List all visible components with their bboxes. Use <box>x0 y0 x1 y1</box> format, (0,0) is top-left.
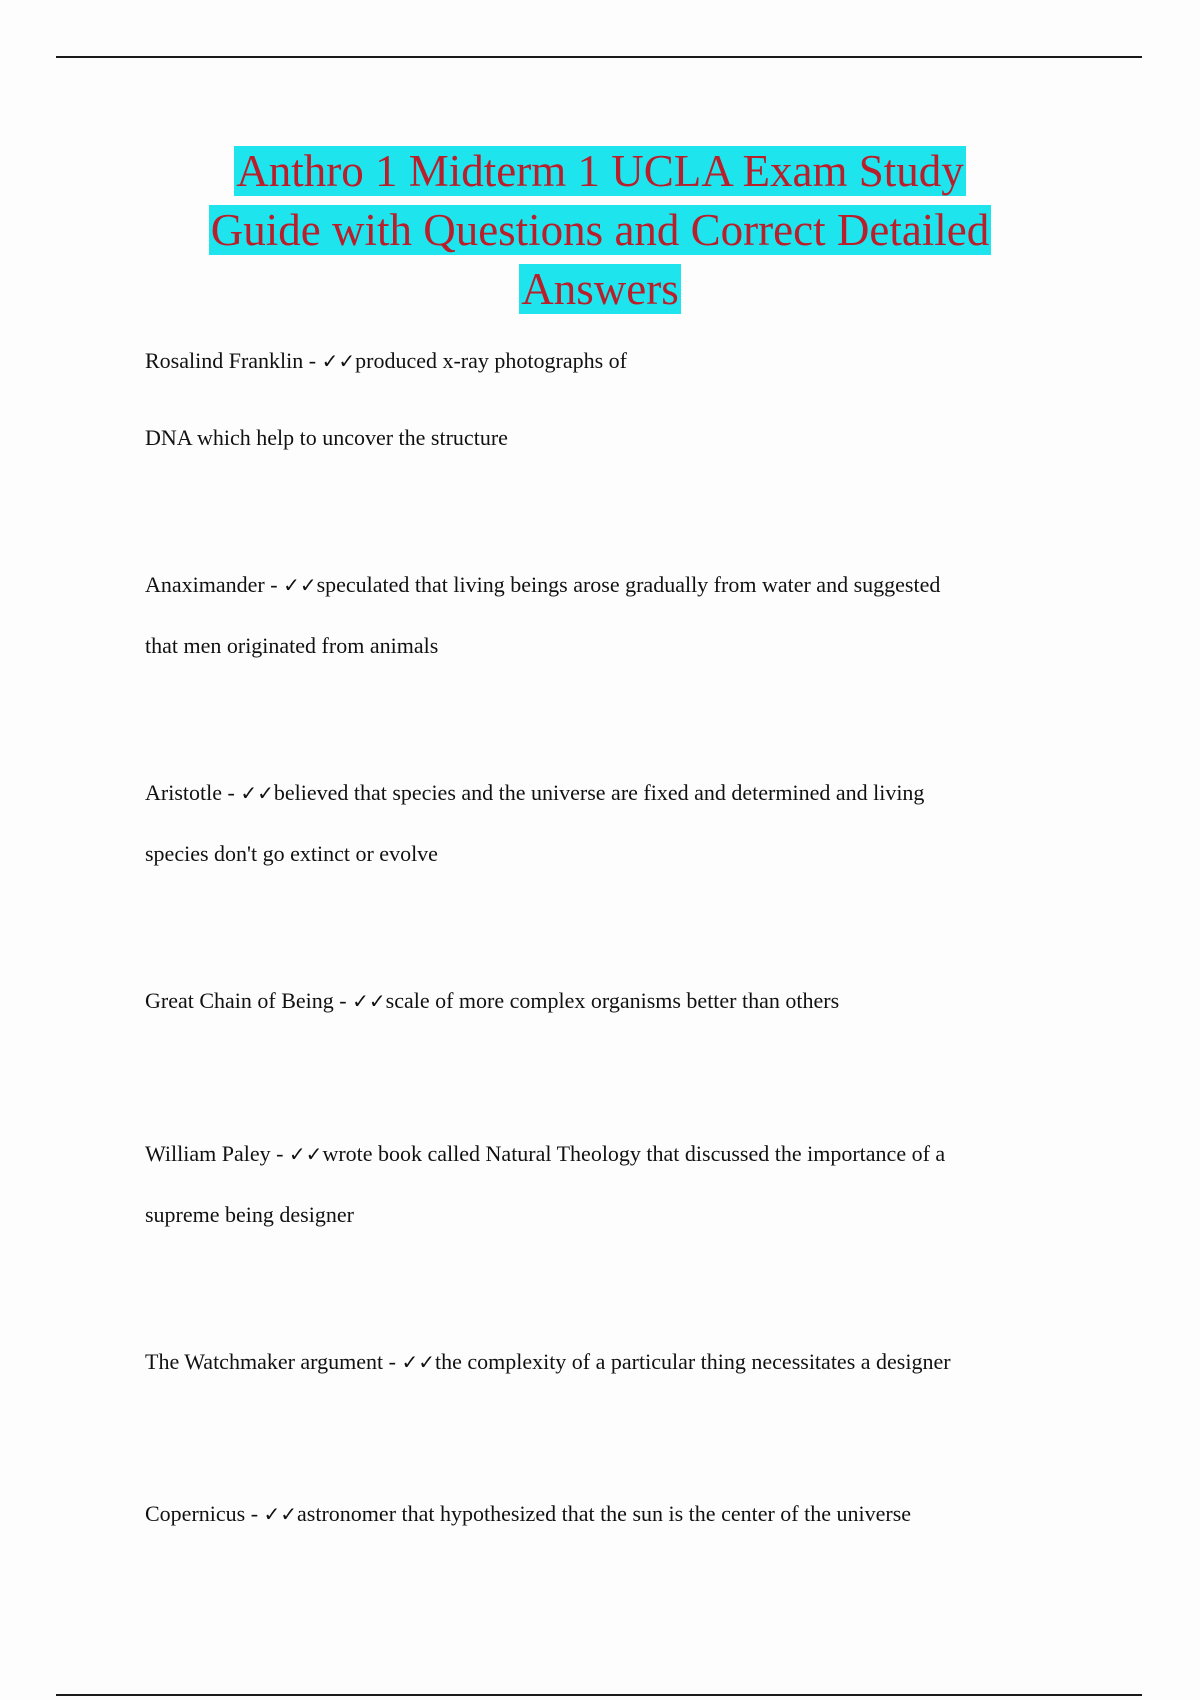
entry-separator: - <box>333 988 353 1013</box>
entry-separator: - <box>270 1141 289 1166</box>
double-check-icon: ✓✓ <box>240 781 274 805</box>
title-line-3: Answers <box>521 264 679 314</box>
entry-separator: - <box>245 1501 264 1526</box>
entry-separator: - <box>383 1349 402 1374</box>
entry-watchmaker-argument <box>145 1349 1045 1375</box>
entry-definition: the complexity of a particular thing necessitates a designer <box>434 1349 951 1374</box>
title-line-2: Guide with Questions and Correct Detailed <box>210 205 990 255</box>
entry-definition: scale of more complex organisms better than others <box>385 988 840 1013</box>
double-check-icon: ✓✓ <box>288 1142 323 1166</box>
double-check-icon: ✓✓ <box>352 989 386 1013</box>
entry-definition-continued: species don't go extinct or evolve <box>145 841 438 866</box>
entry-separator: - <box>264 572 284 597</box>
entry-anaximander <box>145 572 1045 598</box>
entry-term: Rosalind Franklin <box>145 348 304 373</box>
page-title <box>130 142 1070 319</box>
entry-separator: - <box>303 348 322 373</box>
double-check-icon: ✓✓ <box>401 1350 435 1374</box>
entry-copernicus <box>145 1501 1045 1527</box>
entry-aristotle <box>145 780 1045 806</box>
entry-term: The Watchmaker argument <box>145 1349 384 1374</box>
entry-term: Aristotle <box>145 780 222 805</box>
entry-definition-continued: DNA which help to uncover the structure <box>145 425 508 450</box>
entry-rosalind-franklin <box>145 348 1045 374</box>
entry-definition: speculated that living beings arose gradually from water and suggested <box>316 572 941 597</box>
entry-term: Copernicus <box>145 1501 246 1526</box>
entry-term: Anaximander <box>145 572 265 597</box>
entry-definition: produced x-ray photographs of <box>355 348 627 373</box>
entry-term: William Paley <box>145 1141 271 1166</box>
entry-william-paley <box>145 1141 1045 1167</box>
double-check-icon: ✓✓ <box>263 1502 298 1526</box>
entry-great-chain-of-being <box>145 988 1045 1014</box>
entry-definition: believed that species and the universe are fixed and determined and living <box>273 780 925 805</box>
top-divider <box>56 56 1142 58</box>
entry-separator: - <box>222 780 241 805</box>
entry-definition-continued: that men originated from animals <box>145 633 439 658</box>
entry-definition-continued: supreme being designer <box>145 1202 354 1227</box>
bottom-divider <box>56 1694 1142 1696</box>
title-line-1: Anthro 1 Midterm 1 UCLA Exam Study <box>236 146 964 196</box>
entry-definition: wrote book called Natural Theology that discussed the importance of a <box>322 1141 946 1166</box>
entry-definition: astronomer that hypothesized that the sun is the center of the universe <box>297 1501 912 1526</box>
double-check-icon: ✓✓ <box>321 349 356 373</box>
double-check-icon: ✓✓ <box>283 573 317 597</box>
entry-term: Great Chain of Being <box>145 988 334 1013</box>
